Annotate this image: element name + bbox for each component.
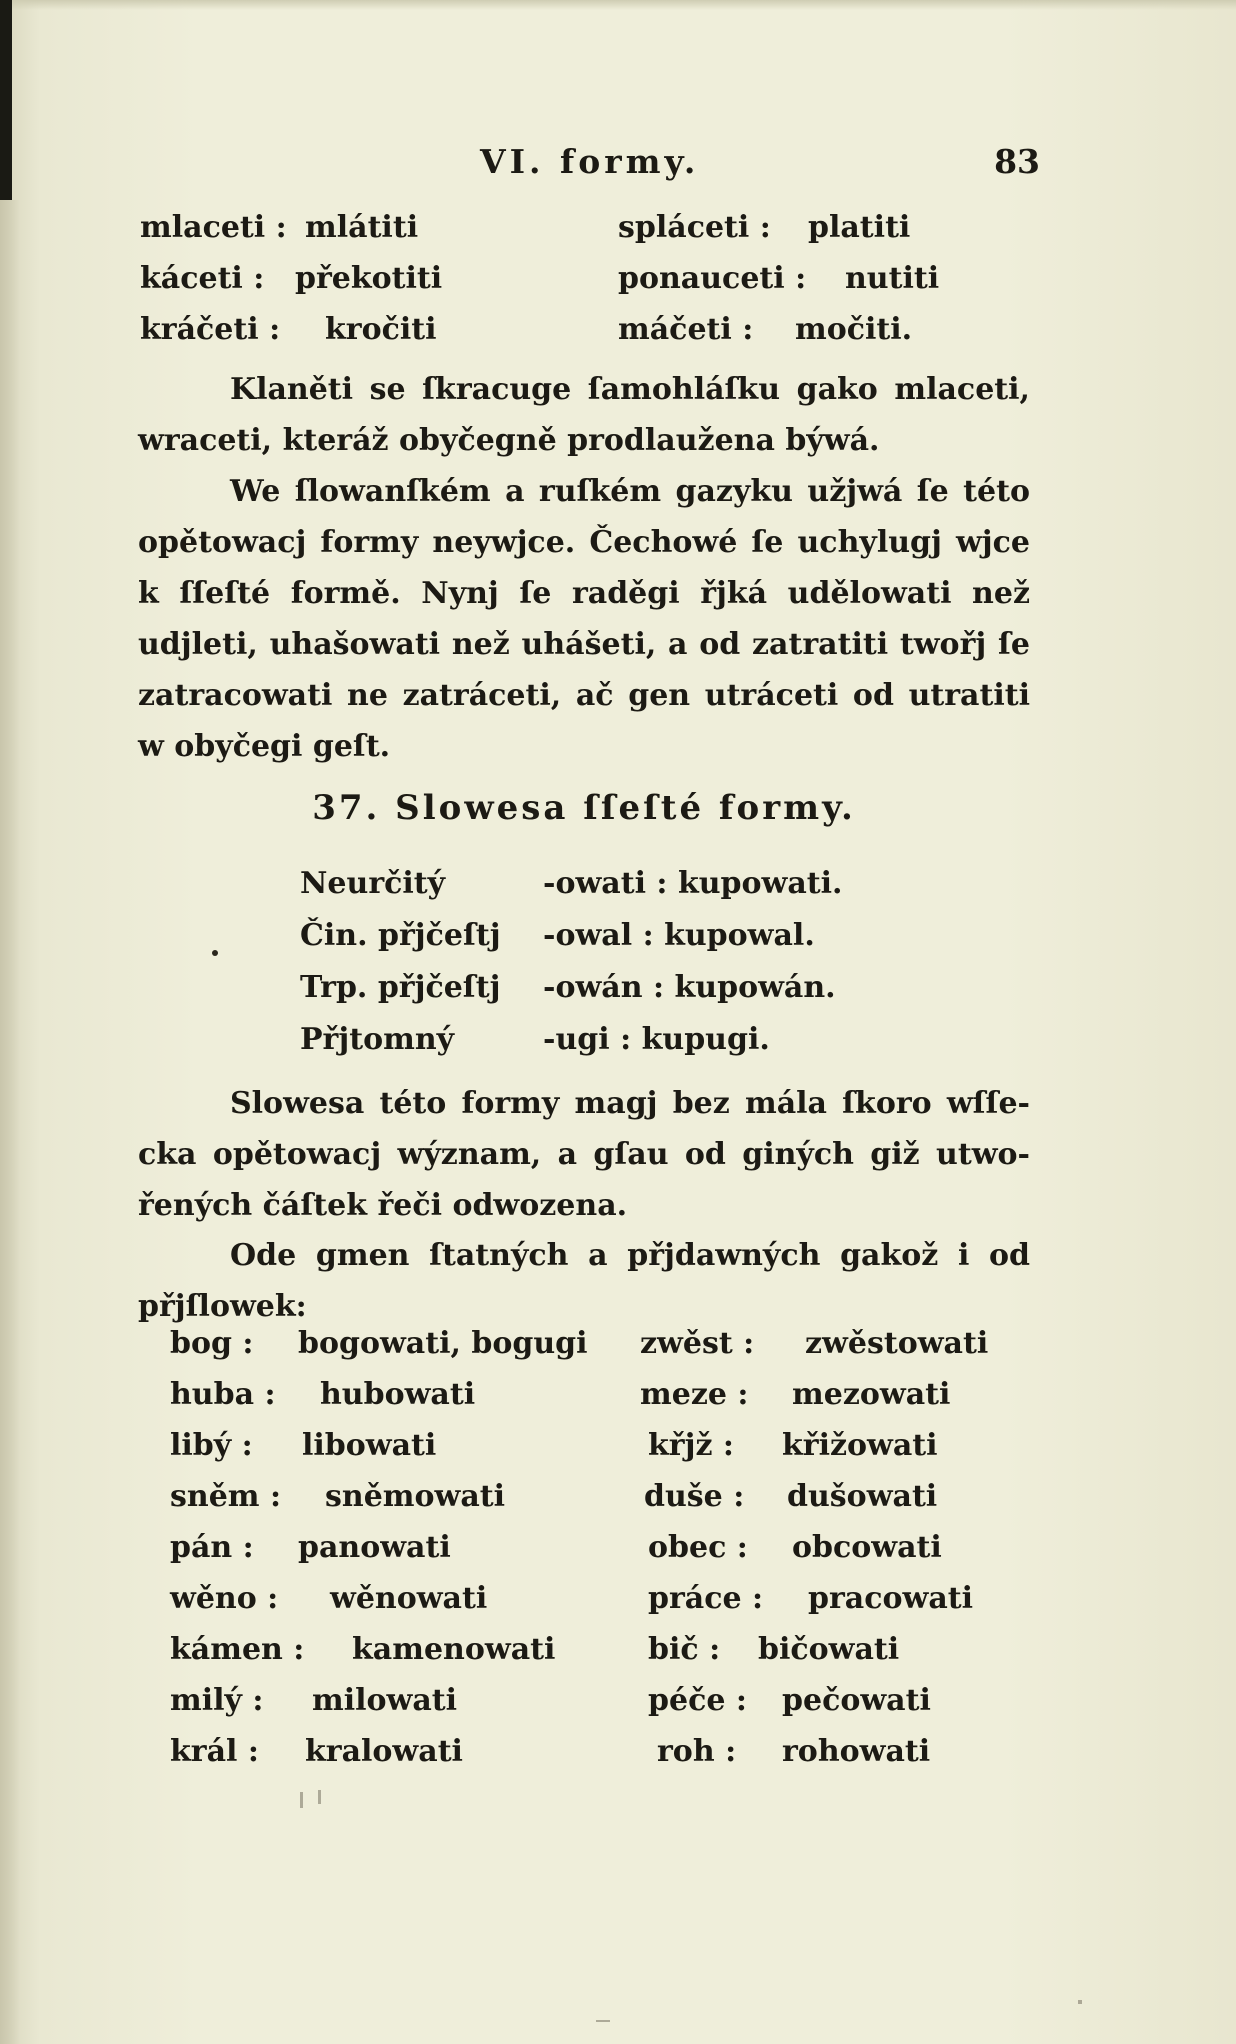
ink-dot xyxy=(212,950,218,956)
pair-noun: meze : xyxy=(640,1377,749,1412)
pair-verb: překotiti xyxy=(295,261,443,296)
word-pair-row xyxy=(170,1683,1030,1734)
pair-noun: obec : xyxy=(648,1530,748,1565)
pair-verb: platiti xyxy=(808,210,911,245)
pair-noun: zwěst : xyxy=(640,1326,755,1361)
ink-speck xyxy=(318,1790,321,1804)
pair-noun: milý : xyxy=(170,1683,264,1718)
paragraph-ode-gmen: Ode gmen ſtatných a přjdawných gakož i od přjſlowek: xyxy=(138,1238,1030,1324)
pair-noun: práce : xyxy=(648,1581,764,1616)
conjugation-label: Neurčitý xyxy=(300,866,446,901)
pair-noun: káceti : xyxy=(140,261,265,296)
word-pair-row xyxy=(170,1632,1030,1683)
pair-noun: bič : xyxy=(648,1632,721,1667)
ink-speck xyxy=(596,2020,610,2022)
pair-verb: hubowati xyxy=(320,1377,476,1412)
word-pair-row xyxy=(170,1581,1030,1632)
pair-verb: kralowati xyxy=(305,1734,463,1769)
pair-noun: péče : xyxy=(648,1683,747,1718)
pair-noun: mlaceti : xyxy=(140,210,287,245)
conjugation-label: Trp. přjčeſtj xyxy=(300,970,501,1005)
pair-verb: mezowati xyxy=(792,1377,951,1412)
binding-edge xyxy=(0,0,12,200)
paragraph-klaneti: Klaněti se ſkracuge ſamohláſku gako mlaceti, wraceti, kteráž obyčegně prodlaužena býwá. xyxy=(138,372,1030,458)
pair-verb: nutiti xyxy=(845,261,940,296)
pair-verb: libowati xyxy=(302,1428,437,1463)
word-pair-row xyxy=(140,261,1040,312)
pair-noun: libý : xyxy=(170,1428,253,1463)
pair-noun: roh : xyxy=(657,1734,737,1769)
word-pair-row xyxy=(140,312,1040,363)
pair-noun: kráčeti : xyxy=(140,312,281,347)
pair-noun: máčeti : xyxy=(618,312,754,347)
pair-noun: wěno : xyxy=(170,1581,279,1616)
pair-verb: milowati xyxy=(312,1683,458,1718)
pair-verb: dušowati xyxy=(787,1479,938,1514)
pair-verb: kročiti xyxy=(325,312,437,347)
conjugation-value: -ugi : kupugi. xyxy=(543,1022,770,1057)
page-top-edge xyxy=(0,0,1236,10)
pair-verb: rohowati xyxy=(782,1734,931,1769)
word-pairs-top xyxy=(140,210,1040,363)
section-heading: 37. Slowesa ſſeſté formy. xyxy=(312,788,856,828)
pair-noun: spláceti : xyxy=(618,210,771,245)
pair-noun: pán : xyxy=(170,1530,254,1565)
ink-speck xyxy=(1078,2000,1082,2004)
pair-verb: bičowati xyxy=(758,1632,900,1667)
word-pair-row xyxy=(170,1326,1030,1377)
paragraph-slowesa: Slowesa této formy magj bez mála ſkoro wſſe-cka opětowacj wýznam, a gſau od giných giž utwo-řených čáſtek řeči odwozena. xyxy=(138,1086,1030,1223)
pair-verb: kamenowati xyxy=(352,1632,556,1667)
conjugation-label: Přjtomný xyxy=(300,1022,455,1057)
ink-speck xyxy=(300,1792,303,1808)
pair-noun: král : xyxy=(170,1734,259,1769)
word-pair-row xyxy=(170,1530,1030,1581)
pair-verb: bogowati, bogugi xyxy=(298,1326,588,1361)
pair-noun: duše : xyxy=(644,1479,745,1514)
pair-verb: křižowati xyxy=(782,1428,938,1463)
paragraph-slovanske: We ſlowanſkém a ruſkém gazyku užjwá ſe této opětowacj formy neywjce. Čechowé ſe uchylugj wjce k ſſeſté formě. Nynj ſe raděgi řjká udělowati než udjleti, uhašowati než uhášeti, a od zatratiti twořj ſe zatracowati ne zatráceti, ač gen utráceti od utratiti w obyčegi geſt. xyxy=(138,474,1030,764)
pair-verb: obcowati xyxy=(792,1530,942,1565)
pair-verb: wěnowati xyxy=(330,1581,488,1616)
pair-verb: pečowati xyxy=(782,1683,931,1718)
pair-noun: křjž : xyxy=(648,1428,735,1463)
pair-verb: močiti. xyxy=(795,312,913,347)
pair-verb: sněmowati xyxy=(325,1479,506,1514)
pair-noun: bog : xyxy=(170,1326,254,1361)
gutter-shadow xyxy=(0,200,20,2044)
pair-verb: zwěstowati xyxy=(805,1326,989,1361)
word-pair-row xyxy=(170,1479,1030,1530)
word-pair-row xyxy=(140,210,1040,261)
conjugation-label: Čin. přjčeſtj xyxy=(300,918,501,953)
pair-verb: panowati xyxy=(298,1530,451,1565)
page-number: 83 xyxy=(994,142,1040,181)
pair-noun: ponauceti : xyxy=(618,261,807,296)
word-pairs-bottom xyxy=(170,1326,1030,1785)
pair-noun: huba : xyxy=(170,1377,276,1412)
conjugation-value: -owati : kupowati. xyxy=(543,866,843,901)
pair-noun: sněm : xyxy=(170,1479,282,1514)
word-pair-row xyxy=(170,1428,1030,1479)
page-header xyxy=(140,142,1040,182)
running-title: VI. formy. xyxy=(480,142,700,181)
conjugation-value: -owán : kupowán. xyxy=(543,970,836,1005)
word-pair-row xyxy=(170,1734,1030,1785)
pair-verb: mlátiti xyxy=(305,210,419,245)
word-pair-row xyxy=(170,1377,1030,1428)
pair-verb: pracowati xyxy=(808,1581,974,1616)
pair-noun: kámen : xyxy=(170,1632,305,1667)
conjugation-value: -owal : kupowal. xyxy=(543,918,815,953)
